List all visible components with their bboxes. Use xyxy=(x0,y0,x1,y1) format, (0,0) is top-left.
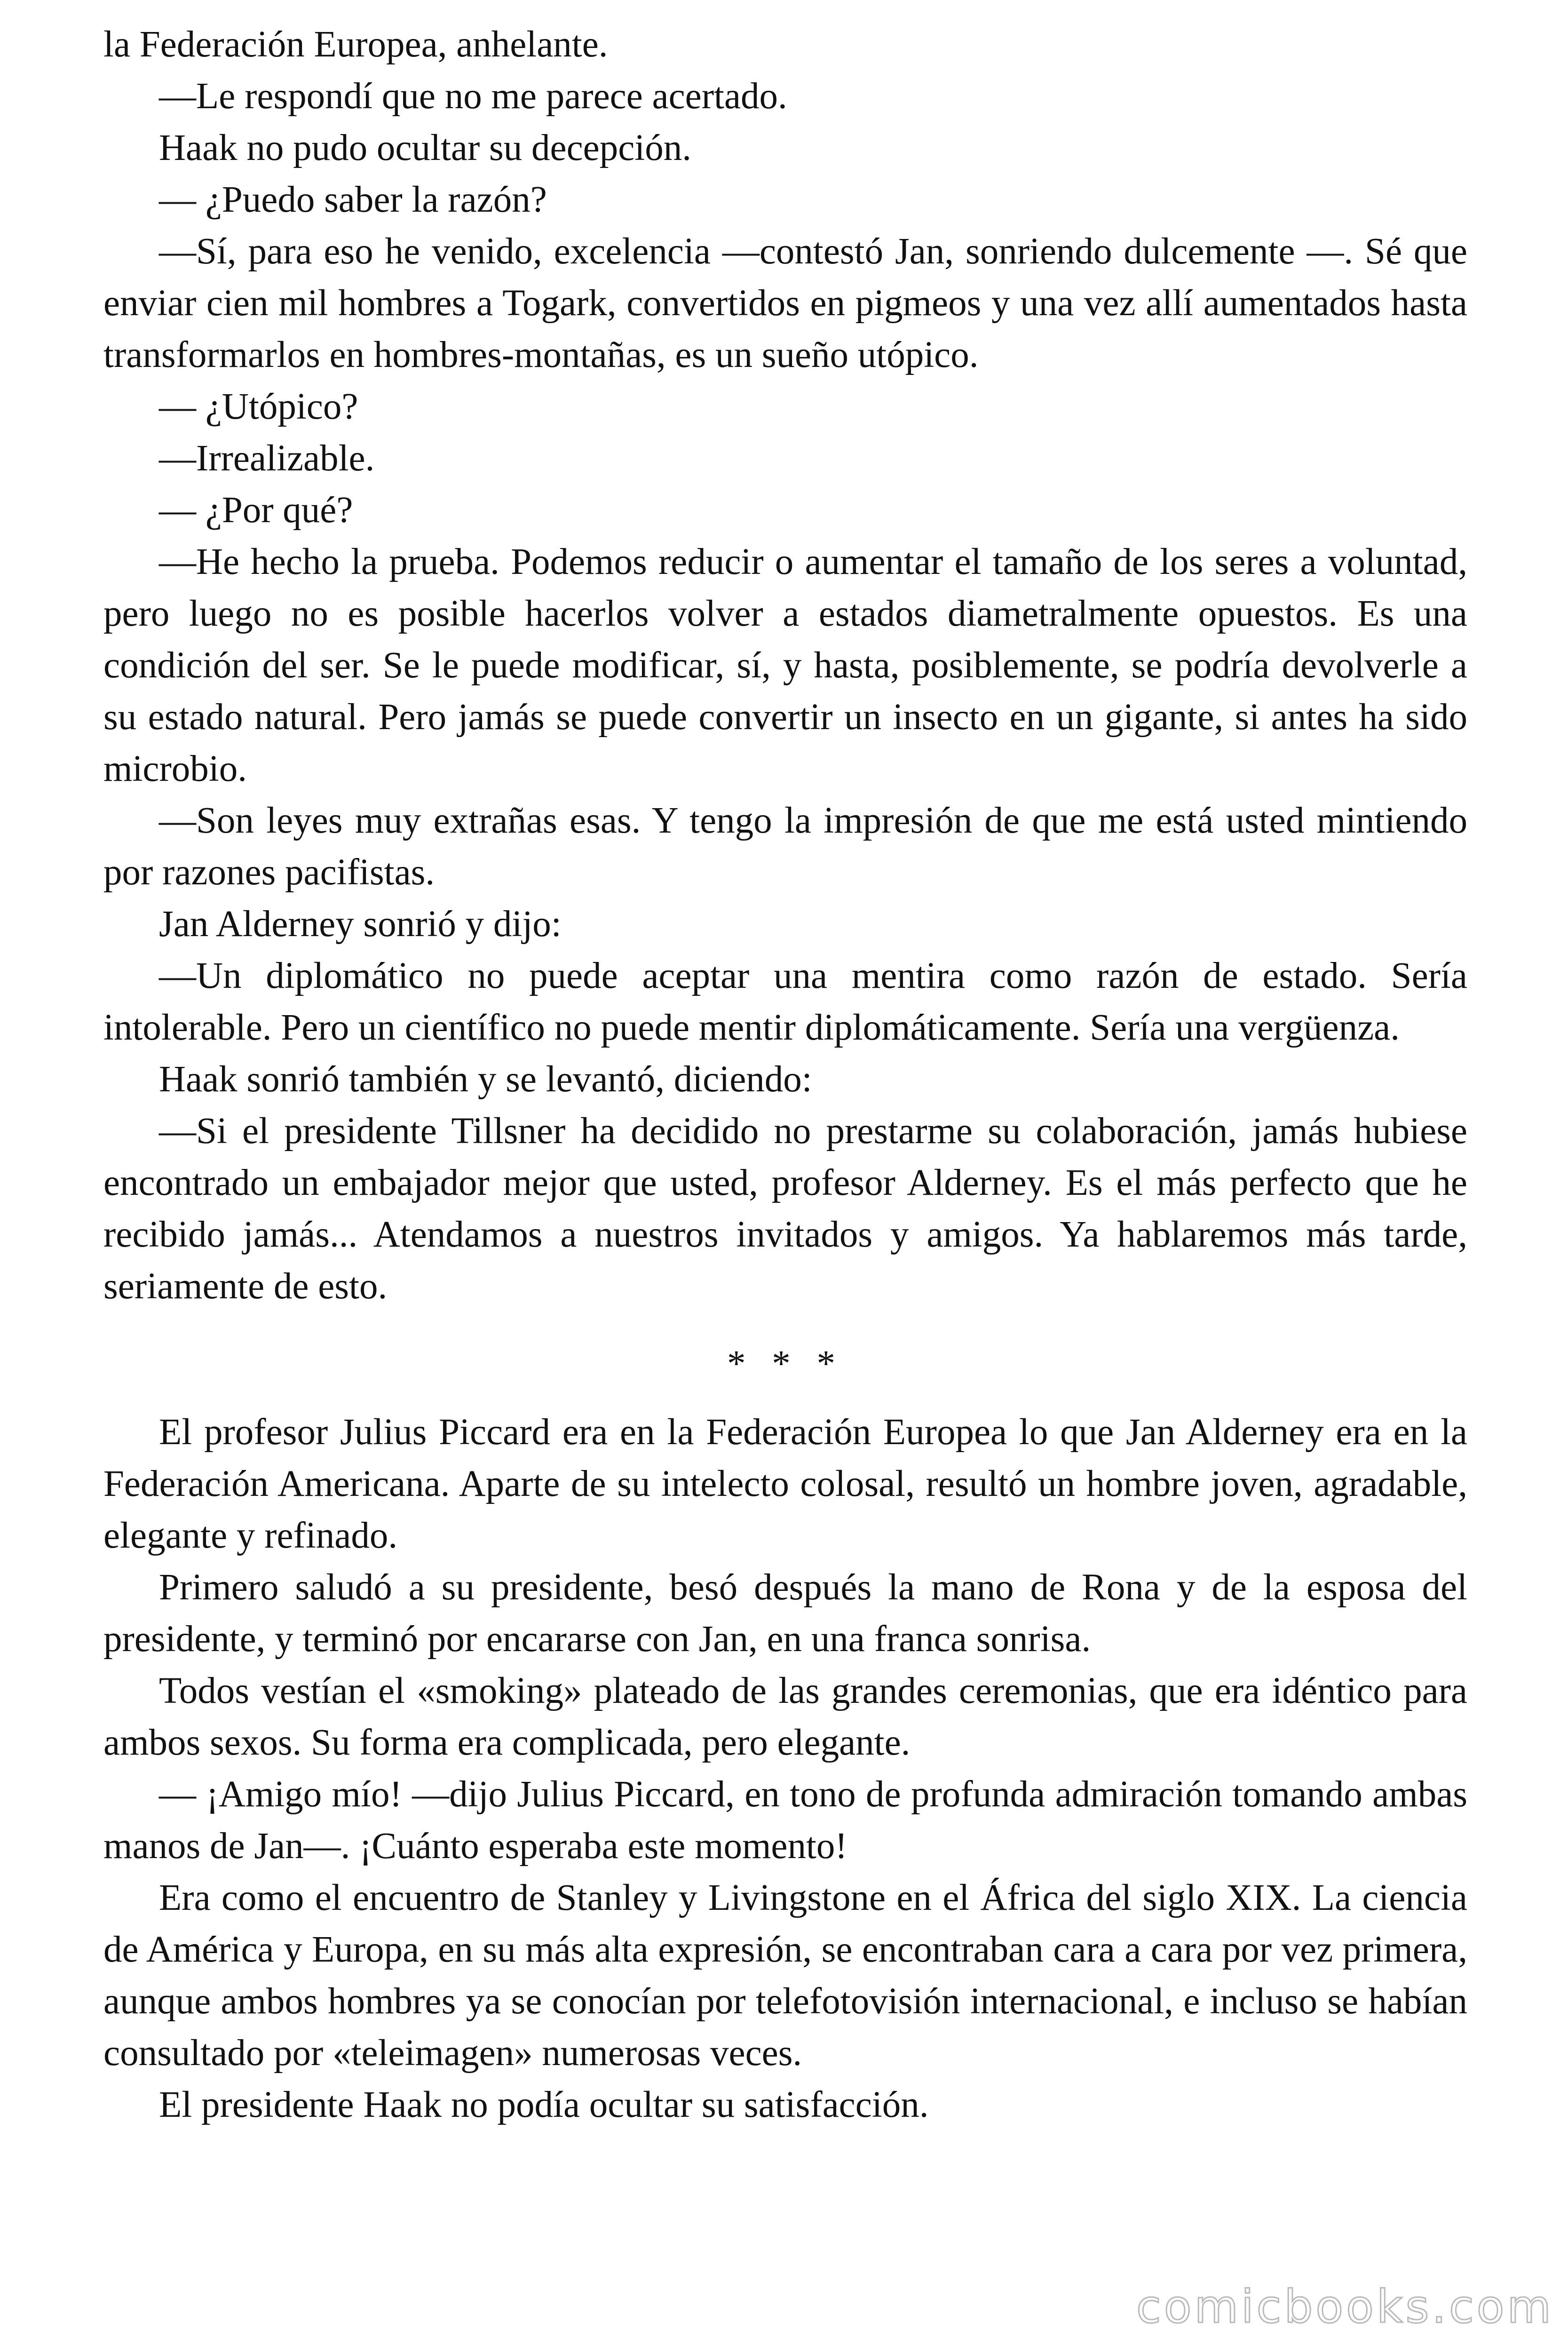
paragraph: — ¡Amigo mío! —dijo Julius Piccard, en tono de profunda admiración tomando ambas manos de Jan—. ¡Cuánto esperaba este momento! xyxy=(103,1774,1467,1867)
paragraph: Haak no pudo ocultar su decepción. xyxy=(159,127,691,168)
paragraph: — ¿Por qué? xyxy=(159,490,353,531)
page-body xyxy=(103,19,1467,2131)
paragraph: —Sí, para eso he venido, excelencia —contestó Jan, sonriendo dulcemente —. Sé que enviar cien mil hombres a Togark, convertidos en pigmeos y una vez allí aumentados hasta transformarlos en hombres-montañas, es un sueño utópico. xyxy=(103,231,1467,375)
paragraph: —Son leyes muy extrañas esas. Y tengo la impresión de que me está usted mintiendo por razones pacifistas. xyxy=(103,800,1467,893)
paragraph: Todos vestían el «smoking» plateado de las grandes ceremonias, que era idéntico para ambos sexos. Su forma era complicada, pero elegante. xyxy=(103,1670,1467,1763)
paragraph: —Irrealizable. xyxy=(159,438,375,479)
paragraph: — ¿Utópico? xyxy=(159,386,358,427)
paragraph: El presidente Haak no podía ocultar su satisfacción. xyxy=(159,2084,929,2125)
scene-break: * * * xyxy=(727,1343,844,1384)
paragraph: Jan Alderney sonrió y dijo: xyxy=(159,904,562,945)
section-2 xyxy=(103,1406,1467,2131)
section-1 xyxy=(103,19,1467,1312)
paragraph: Haak sonrió también y se levantó, diciendo: xyxy=(159,1059,812,1100)
paragraph: — ¿Puedo saber la razón? xyxy=(159,179,547,220)
paragraph: Era como el encuentro de Stanley y Livingstone en el África del siglo XIX. La ciencia de América y Europa, en su más alta expresión, se encontraban cara a cara por vez primera, aunque ambos hombres ya se conocían por telefotovisión internacional, e incluso se habían consultado por «teleimagen» numerosas veces. xyxy=(103,1877,1467,2074)
paragraph: Primero saludó a su presidente, besó después la mano de Rona y de la esposa del presidente, y terminó por encararse con Jan, en una franca sonrisa. xyxy=(103,1567,1467,1660)
paragraph: —Si el presidente Tillsner ha decidido no prestarme su colaboración, jamás hubiese encontrado un embajador mejor que usted, profesor Alderney. Es el más perfecto que he recibido jamás... Atendamos a nuestros invitados y amigos. Ya hablaremos más tarde, seriamente de esto. xyxy=(103,1111,1467,1307)
paragraph: —He hecho la prueba. Podemos reducir o aumentar el tamaño de los seres a voluntad, pero luego no es posible hacerlos volver a estados diametralmente opuestos. Es una condición del ser. Se le puede modificar, sí, y hasta, posiblemente, se podría devolverle a su estado natural. Pero jamás se puede convertir un insecto en un gigante, si antes ha sido microbio. xyxy=(103,541,1467,789)
paragraph: El profesor Julius Piccard era en la Federación Europea lo que Jan Alderney era en la Federación Americana. Aparte de su intelecto colosal, resultó un hombre joven, agradable, elegante y refinado. xyxy=(103,1412,1467,1556)
paragraph: la Federación Europea, anhelante. xyxy=(103,24,608,65)
paragraph: —Le respondí que no me parece acertado. xyxy=(159,76,787,117)
watermark-logo: comicbooks.com xyxy=(1136,2280,1554,2333)
paragraph: —Un diplomático no puede aceptar una mentira como razón de estado. Sería intolerable. Pero un científico no puede mentir diplomáticamente. Sería una vergüenza. xyxy=(103,955,1467,1048)
